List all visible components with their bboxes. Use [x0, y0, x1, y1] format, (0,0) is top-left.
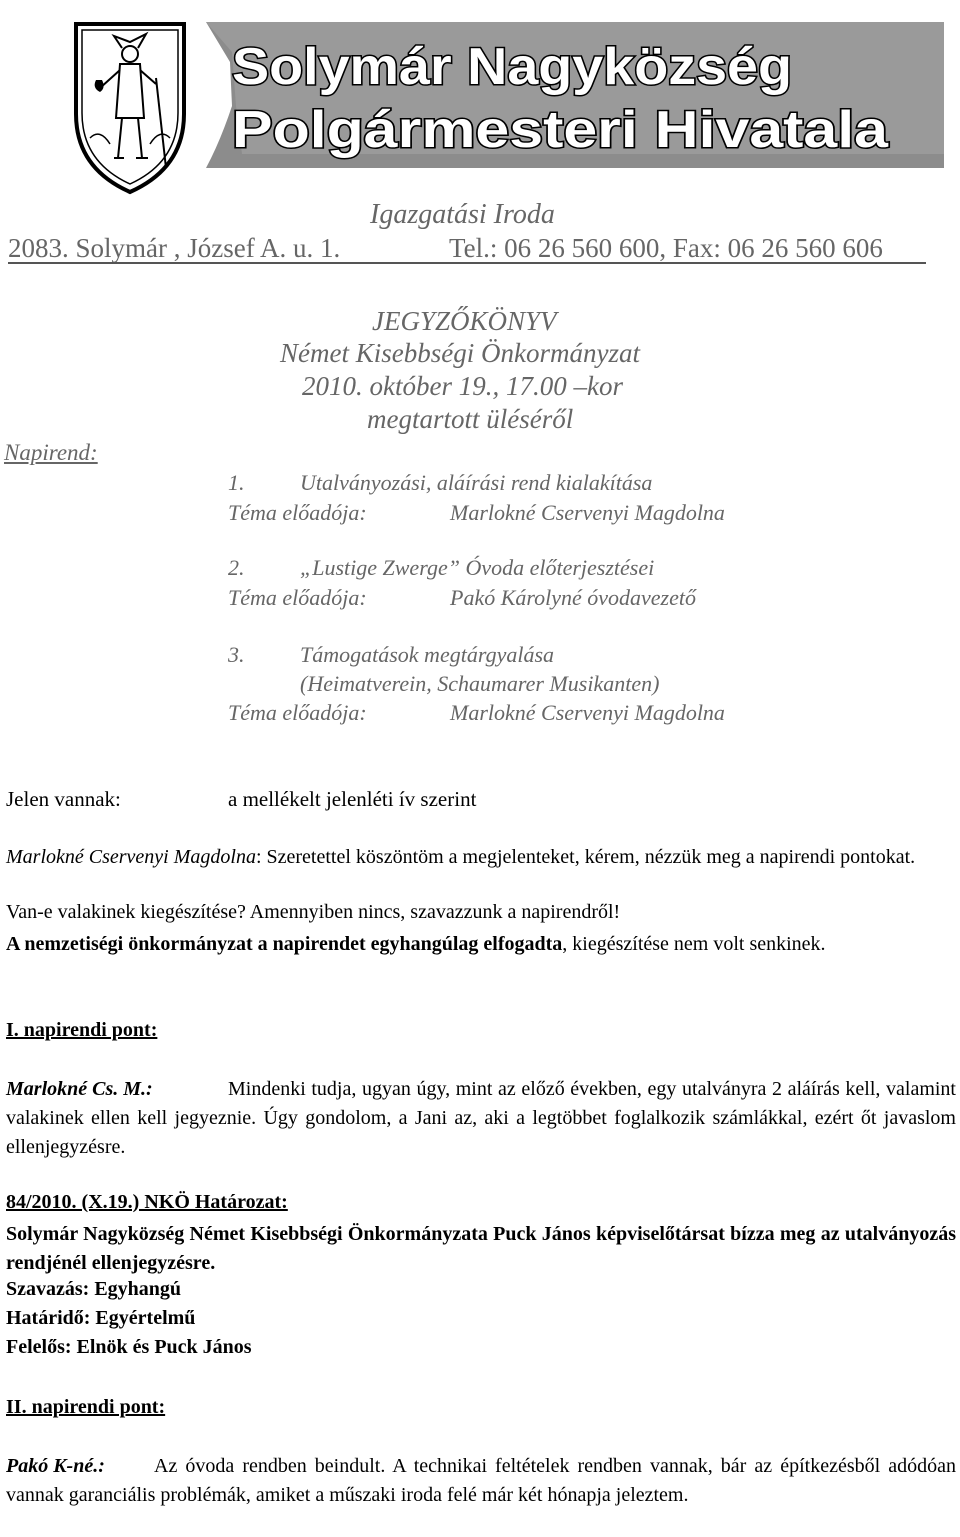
- agenda-decision-rest: , kiegészítése nem volt senkinek.: [562, 933, 826, 955]
- point-2-paragraph: [6, 1452, 956, 1510]
- doc-title: JEGYZŐKÖNYV: [372, 306, 557, 336]
- municipal-crest-logo: [70, 18, 190, 196]
- agenda-item-1-presenter-label: Téma előadója:: [228, 500, 367, 525]
- agenda-item-2-presenter-label: Téma előadója:: [228, 585, 367, 610]
- point-1-heading: I. napirendi pont:: [6, 1019, 158, 1041]
- office-address: 2083. Solymár , József A. u. 1.: [8, 233, 341, 263]
- agenda-item-2-number: 2.: [228, 555, 245, 580]
- doc-subtitle-date: 2010. október 19., 17.00 –kor: [302, 371, 623, 401]
- resolution-responsible: Felelős: Elnök és Puck János: [6, 1336, 252, 1358]
- agenda-decision: [6, 930, 956, 959]
- agenda-item-3-presenter-label: Téma előadója:: [228, 700, 367, 725]
- banner-line-2: Polgármesteri Hivatala: [232, 101, 890, 159]
- letterhead-banner: [206, 22, 944, 168]
- point-1-paragraph: [6, 1075, 956, 1162]
- resolution-deadline: Határidő: Egyértelmű: [6, 1307, 196, 1329]
- agenda-item-3-number: 3.: [228, 642, 245, 667]
- point-2-heading: II. napirendi pont:: [6, 1396, 166, 1418]
- agenda-item-3-title: Támogatások megtárgyalása: [300, 642, 555, 667]
- banner-line-1: Solymár Nagyközség: [232, 38, 792, 96]
- resolution-heading: 84/2010. (X.19.) NKÖ Határozat:: [6, 1191, 288, 1213]
- point-2-speaker: Pakó K-né.:: [6, 1455, 105, 1477]
- agenda-item-3-presenter: Marlokné Cservenyi Magdolna: [450, 700, 725, 725]
- agenda-item-1-title: Utalványozási, aláírási rend kialakítása: [300, 470, 653, 495]
- agenda-decision-bold: A nemzetiségi önkormányzat a napirendet egyhangúlag elfogadta: [6, 933, 563, 955]
- letterhead-divider: [8, 262, 926, 264]
- agenda-item-3-subtitle: (Heimatverein, Schaumarer Musikanten): [300, 671, 660, 696]
- agenda-item-1-presenter: Marlokné Cservenyi Magdolna: [450, 500, 725, 525]
- resolution-vote: Szavazás: Egyhangú: [6, 1278, 182, 1300]
- office-contact: Tel.: 06 26 560 600, Fax: 06 26 560 606: [449, 233, 883, 263]
- doc-subtitle-body: Német Kisebbségi Önkormányzat: [280, 338, 640, 368]
- point-1-text: Mindenki tudja, ugyan úgy, mint az előző években, egy utalványra 2 aláírás kell, valamint valakinek ellen kell jegyeznie. Úgy gondolom, a Jani az, aki a legtöbbet foglalkozik számlákkal, ezért őt javaslom ellenjegyzésre.: [6, 1078, 956, 1158]
- opening-question: Van-e valakinek kiegészítése? Amennyiben nincs, szavazzunk a napirendről!: [6, 901, 621, 923]
- opening-text: : Szeretettel köszöntöm a megjelenteket, kérem, nézzük meg a napirendi pontokat.: [255, 846, 916, 868]
- office-name: Igazgatási Iroda: [370, 199, 555, 230]
- resolution-text: Solymár Nagyközség Német Kisebbségi Önkormányzata Puck János képviselőtársat bízza meg az utalványozás rendjénél ellenjegyzésre.: [6, 1223, 956, 1274]
- agenda-item-1-number: 1.: [228, 470, 245, 495]
- attendance-label: Jelen vannak:: [6, 787, 121, 811]
- point-2-text: Az óvoda rendben beindult. A technikai feltételek rendben vannak, bár az építkezésből adódóan vannak garanciális problémák, amiket a műszaki iroda felé már két hónapja jeleztem.: [6, 1455, 956, 1506]
- point-1-speaker: Marlokné Cs. M.:: [6, 1078, 153, 1100]
- agenda-item-2-title: „Lustige Zwerge” Óvoda előterjesztései: [300, 555, 655, 580]
- attendance-value: a mellékelt jelenléti ív szerint: [228, 787, 477, 811]
- agenda-label: Napirend:: [4, 440, 98, 465]
- agenda-item-2-presenter: Pakó Károlyné óvodavezető: [450, 585, 696, 610]
- opening-speaker: Marlokné Cservenyi Magdolna: [6, 846, 256, 868]
- opening-paragraph: [6, 843, 956, 872]
- doc-subtitle-session: megtartott üléséről: [367, 404, 574, 434]
